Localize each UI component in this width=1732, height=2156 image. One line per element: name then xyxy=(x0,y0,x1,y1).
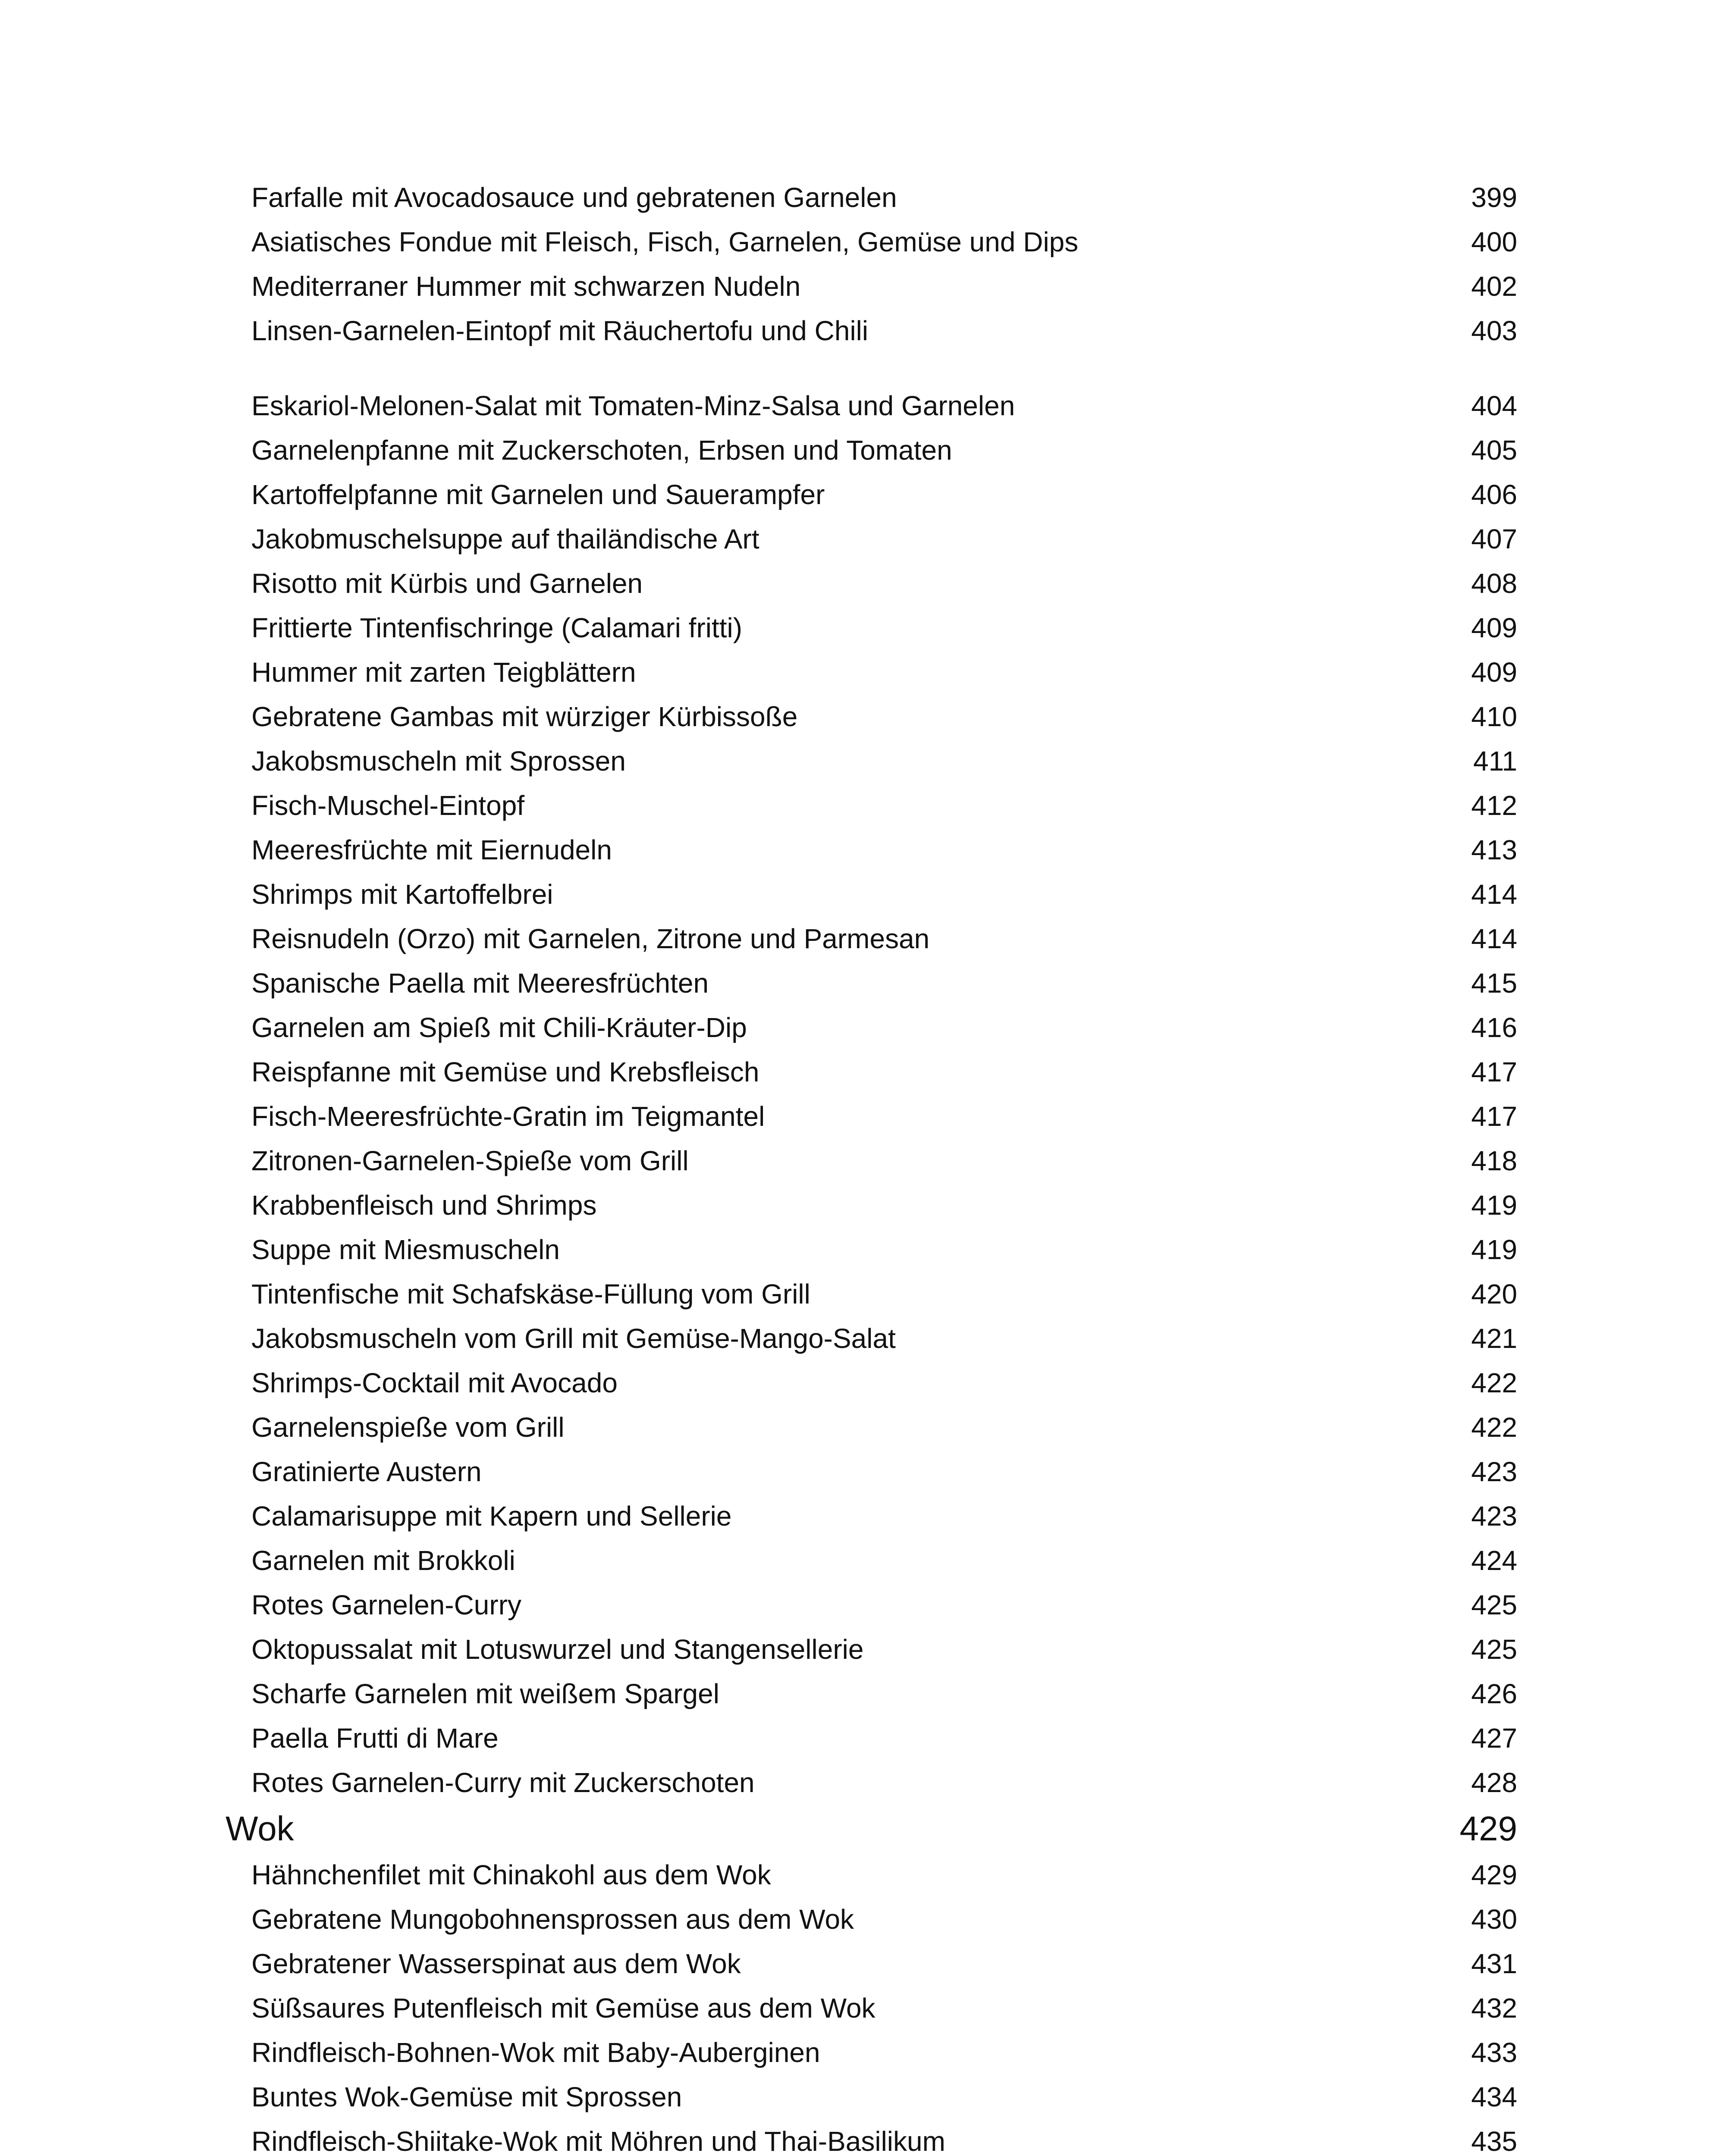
toc-entry-page: 433 xyxy=(1471,2037,1517,2068)
toc-entry-title: Reisnudeln (Orzo) mit Garnelen, Zitrone und Parmesan xyxy=(251,923,930,954)
toc-entry-page: 409 xyxy=(1471,612,1517,643)
toc-entry-page: 432 xyxy=(1471,1993,1517,2024)
toc-entry[interactable] xyxy=(0,1495,1732,1538)
toc-entry-title: Calamarisuppe mit Kapern und Sellerie xyxy=(251,1501,732,1532)
toc-entry-page: 409 xyxy=(1471,657,1517,688)
toc-entry[interactable] xyxy=(0,1628,1732,1671)
toc-entry[interactable] xyxy=(0,265,1732,308)
toc-entry[interactable] xyxy=(0,220,1732,263)
toc-entry[interactable] xyxy=(0,1942,1732,1985)
toc-entry-title: Jakobsmuscheln vom Grill mit Gemüse-Mango-Salat xyxy=(251,1323,896,1354)
toc-entry[interactable] xyxy=(0,1539,1732,1582)
toc-entry-page: 406 xyxy=(1471,479,1517,510)
toc-entry-title: Farfalle mit Avocadosauce und gebratenen Garnelen xyxy=(251,182,897,213)
toc-entry-page: 414 xyxy=(1471,923,1517,954)
toc-entry[interactable] xyxy=(0,740,1732,783)
toc-entry-title: Linsen-Garnelen-Eintopf mit Räuchertofu und Chili xyxy=(251,315,869,346)
toc-entry-page: 414 xyxy=(1471,879,1517,910)
toc-entry-title: Buntes Wok-Gemüse mit Sprossen xyxy=(251,2081,682,2112)
toc-entry-title: Eskariol-Melonen-Salat mit Tomaten-Minz-Salsa und Garnelen xyxy=(251,390,1015,421)
toc-entry-title: Frittierte Tintenfischringe (Calamari fritti) xyxy=(251,612,743,643)
toc-entry[interactable] xyxy=(0,384,1732,427)
toc-entry[interactable] xyxy=(0,1853,1732,1896)
toc-entry-page: 431 xyxy=(1471,1948,1517,1979)
toc-entry-page: 418 xyxy=(1471,1145,1517,1176)
toc-entry[interactable] xyxy=(0,176,1732,219)
toc-entry-page: 419 xyxy=(1471,1234,1517,1265)
toc-entry-title: Hähnchenfilet mit Chinakohl aus dem Wok xyxy=(251,1859,771,1890)
toc-entry[interactable] xyxy=(0,1139,1732,1182)
toc-entry-title: Fisch-Muschel-Eintopf xyxy=(251,790,525,821)
toc-entry[interactable] xyxy=(0,1272,1732,1316)
toc-entry[interactable] xyxy=(0,1006,1732,1049)
toc-entry[interactable] xyxy=(0,309,1732,352)
toc-entry-title: Rotes Garnelen-Curry xyxy=(251,1589,521,1620)
toc-entry-page: 429 xyxy=(1471,1859,1517,1890)
toc-entry-title: Krabbenfleisch und Shrimps xyxy=(251,1190,597,1221)
toc-entry[interactable] xyxy=(0,1898,1732,1941)
toc-section-heading[interactable] xyxy=(0,1807,1732,1850)
toc-entry[interactable] xyxy=(0,1184,1732,1227)
toc-entry-page: 422 xyxy=(1471,1412,1517,1443)
toc-entry[interactable] xyxy=(0,1228,1732,1271)
toc-entry-title: Gratinierte Austern xyxy=(251,1456,482,1487)
toc-entry-title: Reispfanne mit Gemüse und Krebsfleisch xyxy=(251,1056,759,1087)
toc-entry-title: Oktopussalat mit Lotuswurzel und Stangensellerie xyxy=(251,1634,864,1665)
toc-entry-title: Jakobmuschelsuppe auf thailändische Art xyxy=(251,523,759,555)
toc-entry-page: 430 xyxy=(1471,1904,1517,1935)
toc-entry-page: 427 xyxy=(1471,1723,1517,1754)
toc-entry-title: Shrimps-Cocktail mit Avocado xyxy=(251,1367,618,1398)
toc-entry[interactable] xyxy=(0,1450,1732,1493)
toc-entry-title: Hummer mit zarten Teigblättern xyxy=(251,657,636,688)
toc-entry-title: Garnelen mit Brokkoli xyxy=(251,1545,515,1576)
toc-entry-page: 426 xyxy=(1471,1678,1517,1709)
toc-entry-title: Suppe mit Miesmuscheln xyxy=(251,1234,560,1265)
toc-entry-page: 412 xyxy=(1471,790,1517,821)
toc-entry-page: 420 xyxy=(1471,1279,1517,1310)
toc-entry[interactable] xyxy=(0,695,1732,738)
toc-entry-title: Scharfe Garnelen mit weißem Spargel xyxy=(251,1678,719,1709)
toc-entry-page: 422 xyxy=(1471,1367,1517,1398)
toc-entry[interactable] xyxy=(0,651,1732,694)
toc-entry[interactable] xyxy=(0,828,1732,871)
toc-entry[interactable] xyxy=(0,562,1732,605)
toc-entry-page: 411 xyxy=(1473,746,1517,777)
toc-entry-page: 408 xyxy=(1471,568,1517,599)
toc-entry-page: 434 xyxy=(1471,2081,1517,2112)
toc-entry[interactable] xyxy=(0,917,1732,960)
toc-entry-title: Gebratene Mungobohnensprossen aus dem Wok xyxy=(251,1904,854,1935)
toc-entry[interactable] xyxy=(0,1583,1732,1626)
toc-entry-page: 402 xyxy=(1471,271,1517,302)
toc-entry-page: 424 xyxy=(1471,1545,1517,1576)
toc-entry-title: Asiatisches Fondue mit Fleisch, Fisch, Garnelen, Gemüse und Dips xyxy=(251,226,1079,257)
toc-entry-title: Gebratener Wasserspinat aus dem Wok xyxy=(251,1948,741,1979)
toc-entry[interactable] xyxy=(0,1050,1732,1094)
toc-entry-title: Kartoffelpfanne mit Garnelen und Sauerampfer xyxy=(251,479,825,510)
toc-entry[interactable] xyxy=(0,1361,1732,1404)
toc-entry-title: Garnelen am Spieß mit Chili-Kräuter-Dip xyxy=(251,1012,747,1043)
toc-entry-title: Rotes Garnelen-Curry mit Zuckerschoten xyxy=(251,1767,755,1798)
toc-entry-title: Tintenfische mit Schafskäse-Füllung vom Grill xyxy=(251,1279,810,1310)
toc-entry-page: 417 xyxy=(1471,1056,1517,1087)
toc-entry[interactable] xyxy=(0,1987,1732,2030)
toc-entry-title: Shrimps mit Kartoffelbrei xyxy=(251,879,553,910)
toc-entry-page: 416 xyxy=(1471,1012,1517,1043)
toc-entry[interactable] xyxy=(0,1761,1732,1804)
toc-entry-title: Fisch-Meeresfrüchte-Gratin im Teigmantel xyxy=(251,1101,765,1132)
toc-entry-page: 425 xyxy=(1471,1589,1517,1620)
toc-entry-page: 429 xyxy=(1459,1809,1517,1848)
toc-entry-page: 407 xyxy=(1471,523,1517,555)
toc-entry-title: Risotto mit Kürbis und Garnelen xyxy=(251,568,643,599)
toc-entry-title: Jakobsmuscheln mit Sprossen xyxy=(251,746,626,777)
toc-entry-page: 421 xyxy=(1471,1323,1517,1354)
toc-entry-page: 435 xyxy=(1471,2126,1517,2156)
toc-entry-title: Zitronen-Garnelen-Spieße vom Grill xyxy=(251,1145,689,1176)
toc-entry-title: Paella Frutti di Mare xyxy=(251,1723,499,1754)
toc-entry-page: 399 xyxy=(1471,182,1517,213)
toc-entry-page: 400 xyxy=(1471,226,1517,257)
toc-entry[interactable] xyxy=(0,873,1732,916)
toc-entry[interactable] xyxy=(0,1317,1732,1360)
toc-entry-page: 419 xyxy=(1471,1190,1517,1221)
toc-entry-title: Wok xyxy=(226,1809,294,1848)
toc-entry-page: 403 xyxy=(1471,315,1517,346)
toc-entry-title: Mediterraner Hummer mit schwarzen Nudeln xyxy=(251,271,801,302)
toc-entry-title: Rindfleisch-Bohnen-Wok mit Baby-Auberginen xyxy=(251,2037,820,2068)
toc-entry[interactable] xyxy=(0,2075,1732,2118)
toc-entry-page: 410 xyxy=(1471,701,1517,732)
toc-entry-page: 413 xyxy=(1471,834,1517,865)
toc-entry[interactable] xyxy=(0,517,1732,561)
toc-entry-title: Spanische Paella mit Meeresfrüchten xyxy=(251,968,709,999)
toc-entry[interactable] xyxy=(0,784,1732,827)
toc-entry-title: Garnelenpfanne mit Zuckerschoten, Erbsen und Tomaten xyxy=(251,435,952,466)
toc-entry-page: 423 xyxy=(1471,1501,1517,1532)
toc-entry-title: Garnelenspieße vom Grill xyxy=(251,1412,565,1443)
toc-entry[interactable] xyxy=(0,429,1732,472)
toc-entry[interactable] xyxy=(0,2031,1732,2074)
toc-entry-page: 405 xyxy=(1471,435,1517,466)
toc-entry-page: 423 xyxy=(1471,1456,1517,1487)
toc-entry[interactable] xyxy=(0,1672,1732,1715)
toc-entry-page: 417 xyxy=(1471,1101,1517,1132)
toc-entry-page: 428 xyxy=(1471,1767,1517,1798)
toc-entry-title: Meeresfrüchte mit Eiernudeln xyxy=(251,834,612,865)
toc-entry[interactable] xyxy=(0,962,1732,1005)
toc-entry-page: 425 xyxy=(1471,1634,1517,1665)
toc-entry[interactable] xyxy=(0,1406,1732,1449)
toc-entry-page: 415 xyxy=(1471,968,1517,999)
toc-entry[interactable] xyxy=(0,2120,1732,2156)
toc-entry[interactable] xyxy=(0,1095,1732,1138)
toc-entry[interactable] xyxy=(0,473,1732,516)
toc-entry-page: 404 xyxy=(1471,390,1517,421)
toc-entry-title: Süßsaures Putenfleisch mit Gemüse aus dem Wok xyxy=(251,1993,875,2024)
toc-entry-title: Rindfleisch-Shiitake-Wok mit Möhren und Thai-Basilikum xyxy=(251,2126,945,2156)
toc-entry[interactable] xyxy=(0,606,1732,649)
toc-entry-title: Gebratene Gambas mit würziger Kürbissoße xyxy=(251,701,798,732)
toc-entry[interactable] xyxy=(0,1717,1732,1760)
